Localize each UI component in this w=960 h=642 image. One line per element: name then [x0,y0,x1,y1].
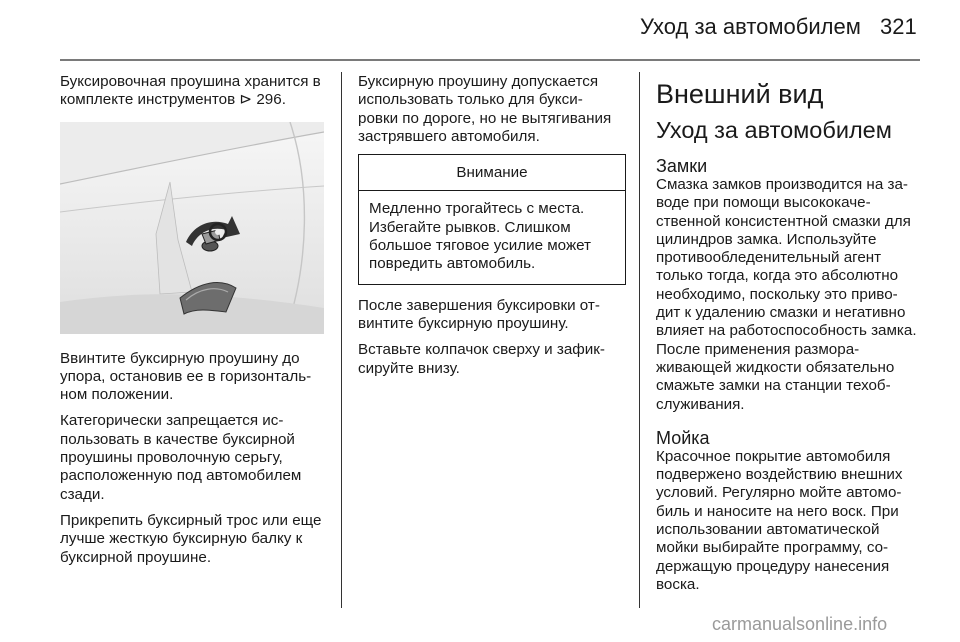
heading-locks: Замки [656,156,708,176]
paragraph-prohibited: Категорически запрещается ис- пользовать в качестве буксирной проушины проволочную серьгу, расположенную под автомобилем сзади. [60,412,302,503]
paragraph-locks: Смазка замков производится на за- воде при помощи высококаче- ственной консистентной смазки для цилиндров замка. Используйте противообледенительный агент только тогда, когда это абсолютно необходимо, поскольку это приво- дит к удалению смазки и негативно влияет на работоспособность замка. После применения размора- живающей жидкости обязательно смажьте замки на станции техоб- служивания. [656,176,917,413]
header-rule [60,59,920,61]
tow-eye-illustration [60,122,324,334]
warning-title: Внимание [359,155,625,191]
subsection-heading-care: Уход за автомобилем [656,117,892,143]
warning-body: Медленно трогайтесь с места. Избегайте рывков. Слишком большое тяговое усилие может повредить автомобиль. [369,200,592,273]
paragraph-tow-eye-storage: Буксировочная проушина хранится в комплекте инструментов ⊳ 296. [60,73,321,109]
warning-box [358,154,626,284]
paragraph-washing: Красочное покрытие автомобиля подвержено воздействию внешних условий. Регулярно мойте автомо- биль и наносите на него воск. При использовании автоматической мойки выбирайте программу, со- держащую процедуру нанесения воска. [656,447,903,593]
page-number: 321 [880,14,917,39]
paragraph-insert-cap: Вставьте колпачок сверху и зафик- сируйте внизу. [358,341,605,377]
paragraph-road-only: Буксирную проушину допускается использовать только для букси- ровки по дороге, но не вытягивания застрявшего автомобиля. [358,73,612,145]
column-1 [60,73,328,575]
paragraph-attach-rope: Прикрепить буксирный трос или еще лучше жесткую буксирную балку к буксирной проушине. [60,511,322,566]
column-divider [639,72,640,608]
heading-washing: Мойка [656,427,710,448]
section-heading-exterior: Внешний вид [656,79,824,109]
column-2 [358,73,626,386]
watermark: carmanualsonline.info [712,614,888,634]
page-header-title: Уход за автомобилем [640,14,861,39]
column-divider [341,72,342,608]
column-3 [656,73,924,602]
paragraph-unscrew: После завершения буксировки от- винтите буксирную проушину. [358,296,600,332]
paragraph-screw-in: Ввинтите буксирную проушину до упора, остановив ее в горизонталь- ном положении. [60,349,312,404]
